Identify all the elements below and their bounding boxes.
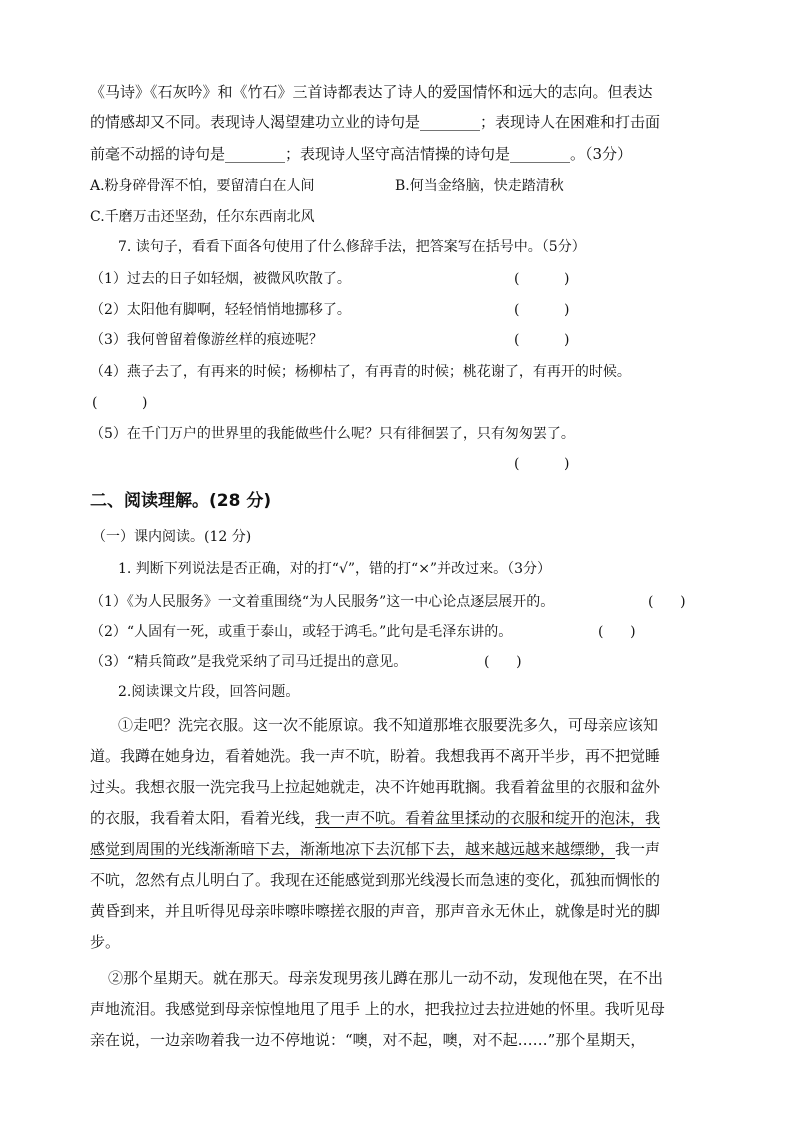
q2-title: 2.阅读课文片段，回答问题。 — [118, 684, 300, 700]
q7-blank-1[interactable]: ( ) — [514, 271, 570, 287]
section-2-heading: 二、阅读理解。(28 分) — [90, 491, 272, 511]
passage-p1-line-3: 过头。我想衣服一洗完我马上拉起她就走，决不许她再耽搁。我看着盆里的衣服和盆外 — [90, 778, 661, 796]
poem-question-line-3: 前毫不动摇的诗句是________；表现诗人坚守高洁情操的诗句是________。（3分） — [90, 145, 633, 163]
poem-question-line-1: 《马诗》《石灰吟》和《竹石》三首诗都表达了诗人的爱国情怀和远大的志向。但表达 — [90, 83, 653, 101]
passage-p1-line-2: 道。我蹲在她身边，看着她洗。我一声不吭，盼着。我想我再不离开半步，再不把觉睡 — [90, 747, 661, 765]
passage-p1-line-7: 黄昏到来，并且听得见母亲咔嚓咔嚓搓衣服的声音，那声音永无休止，就像是时光的脚 — [90, 902, 661, 920]
q7-blank-3[interactable]: ( ) — [514, 332, 570, 348]
underlined-sentence-part-3: 越来越远越来越缥缈， — [465, 840, 616, 858]
poem-question-line-2: 的情感却又不同。表现诗人渴望建功立业的诗句是________；表现诗人在困难和打击面 — [90, 113, 661, 131]
passage-p1-line-4-plain: 的衣服，我看着太阳，看着光线， — [90, 809, 316, 827]
q7-item-1: （1）过去的日子如轻烟，被微风吹散了。 — [90, 271, 351, 287]
option-a: A.粉身碎骨浑不怕，要留清白在人间 — [90, 178, 315, 194]
passage-p1-line-5 — [90, 834, 705, 864]
q7-item-4: （4）燕子去了，有再来的时候；杨柳枯了，有再青的时候；桃花谢了，有再开的时候。 — [90, 364, 631, 380]
q1-title: 1. 判断下列说法是否正确，对的打“√”，错的打“×”并改过来。（3分） — [118, 561, 551, 577]
passage-p2-line-2: 声地流泪。我感觉到母亲惊惶地甩了甩手 上的水，把我拉过去拉进她的怀里。我听见母 — [90, 1000, 665, 1018]
q1-answer-3[interactable]: ( ) — [484, 654, 522, 670]
passage-p2-line-1: ②那个星期天。就在那天。母亲发现男孩儿蹲在那儿一动不动，发现他在哭，在不出 — [108, 969, 664, 987]
underlined-sentence-part-2: 感觉到周围的光线渐渐暗下去，渐渐地凉下去沉郁下去， — [90, 840, 466, 858]
option-b: B.何当金络脑，快走踏清秋 — [395, 178, 564, 194]
passage-p1-line-1: ①走吧？洗完衣服。这一次不能原谅。我不知道那堆衣服要洗多久，可母亲应该知 — [118, 716, 659, 734]
q7-blank-4[interactable]: ( ) — [92, 395, 148, 411]
q7-blank-2[interactable]: ( ) — [514, 302, 570, 318]
passage-p2-line-3: 亲在说，一边亲吻着我一边不停地说：“噢，对不起，噢，对不起……”那个星期天， — [90, 1031, 646, 1049]
passage-p1-line-6: 不吭，忽然有点儿明白了。我现在还能感觉到那光线漫长而急速的变化，孤独而惆怅的 — [90, 871, 661, 889]
q1-answer-2[interactable]: ( ) — [598, 624, 636, 640]
option-c: C.千磨万击还坚劲，任尔东西南北风 — [90, 209, 315, 225]
q1-item-2: （2）“人固有一死，或重于泰山，或轻于鸿毛。”此句是毛泽东讲的。 — [90, 624, 513, 640]
q7-blank-5[interactable]: ( ) — [514, 456, 570, 472]
passage-p1-line-5-plain: 我一声 — [615, 840, 661, 858]
q7-item-5: （5）在千门万户的世界里的我能做些什么呢？只有徘徊罢了，只有匆匆罢了。 — [90, 426, 575, 442]
q7-item-2: （2）太阳他有脚啊，轻轻悄悄地挪移了。 — [90, 302, 351, 318]
underlined-sentence-part-1: 我一声不吭。看着盆里揉动的衣服和绽开的泡沫，我 — [315, 809, 661, 827]
q7-title: 7. 读句子，看看下面各句使用了什么修辞手法，把答案写在括号中。（5分） — [118, 239, 586, 255]
passage-p1-line-4 — [90, 803, 705, 833]
passage-p1-line-8: 步。 — [90, 933, 121, 951]
subsection-1-title: （一）课内阅读。(12 分) — [92, 529, 252, 545]
q1-item-1: （1）《为人民服务》一文着重围绕“为人民服务”这一中心论点逐层展开的。 — [90, 594, 555, 610]
q7-item-3: （3）我何曾留着像游丝样的痕迹呢？ — [90, 332, 323, 348]
q1-answer-1[interactable]: ( ) — [648, 594, 686, 610]
q1-item-3: （3）“精兵简政”是我党采纳了司马迁提出的意见。 — [90, 654, 408, 670]
